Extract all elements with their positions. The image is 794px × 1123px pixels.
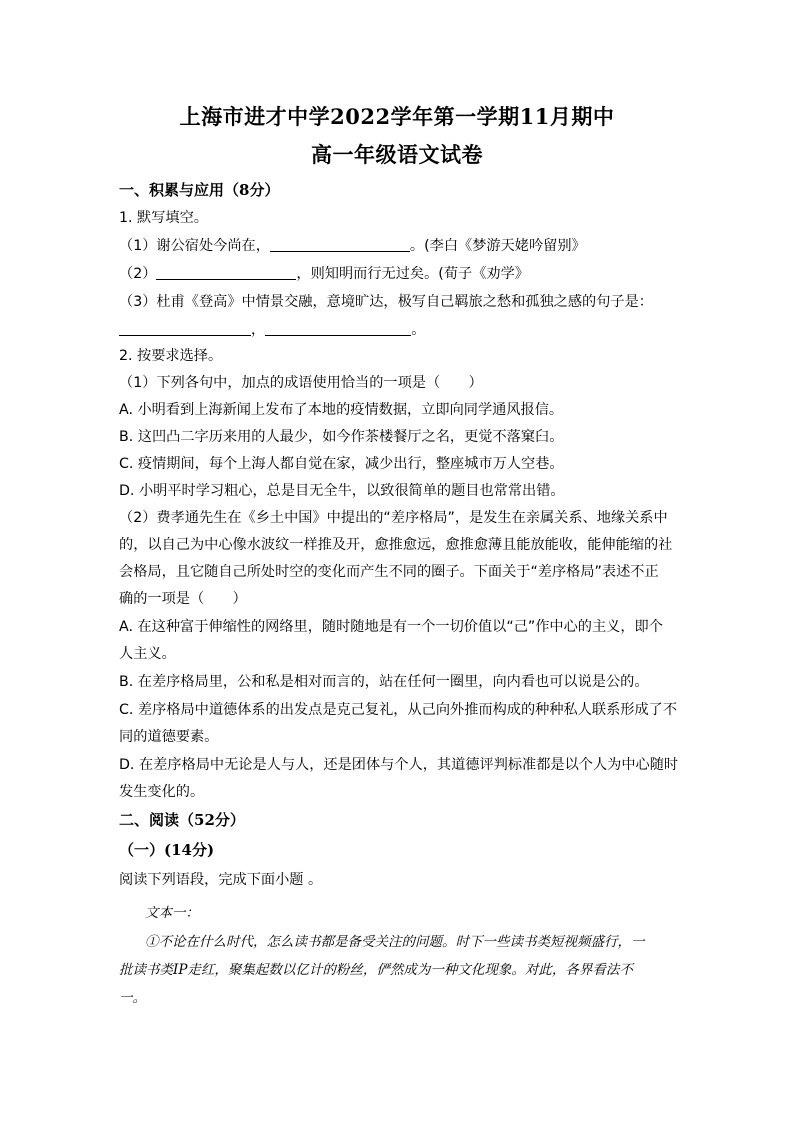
section-heading-1: 一、积累与应用（8分） bbox=[119, 181, 280, 199]
q1-sub3-end: 。 bbox=[411, 322, 426, 338]
q1-stem: 1. 默写填空。 bbox=[119, 210, 208, 226]
q2-part1-option-d: D. 小明平时学习粗心，总是目无全牛，以致很简单的题目也常常出错。 bbox=[119, 483, 565, 499]
q2-part2-option-d-line1: D. 在差序格局中无论是人与人，还是团体与个人，其道德评判标准都是以个人为中心随时 bbox=[119, 757, 679, 773]
q2-part2-option-b: B. 在差序格局里，公和私是相对而言的，站在任何一圈里，向内看也可以说是公的。 bbox=[119, 674, 649, 690]
q2-part2-stem-line2: 的，以自己为中心像水波纹一样推及开，愈推愈远，愈推愈薄且能放能收，能伸能缩的社 bbox=[119, 537, 673, 553]
answer-blank[interactable] bbox=[265, 321, 411, 336]
passage-line1: ①不论在什么时代，怎么读书都是备受关注的问题。时下一些读书类短视频盛行，一 bbox=[145, 934, 645, 950]
answer-blank[interactable] bbox=[270, 237, 410, 252]
section-heading-2: 二、阅读（52分） bbox=[119, 811, 245, 829]
q2-part1-option-b: B. 这凹凸二字历来用的人最少，如今作茶楼餐厅之名，更觉不落窠臼。 bbox=[119, 429, 564, 445]
q2-part2-option-c-line2: 同的道德要素。 bbox=[119, 729, 219, 745]
q1-sub3: （3）杜甫《登高》中情景交融，意境旷达，极写自己羁旅之愁和孤独之感的句子是： bbox=[119, 294, 653, 310]
passage-line3: 一。 bbox=[119, 990, 146, 1006]
q2-part1-option-c: C. 疫情期间，每个上海人都自觉在家，减少出行，整座城市万人空巷。 bbox=[119, 456, 564, 472]
q2-part2-option-a-line1: A. 在这种富于伸缩性的网络里，随时随地是有一个一切价值以“己”作中心的主义，即个 bbox=[119, 619, 663, 635]
exam-title-line1: 上海市进才中学2022学年第一学期11月期中 bbox=[179, 104, 615, 129]
q2-part1-option-a: A. 小明看到上海新闻上发布了本地的疫情数据，立即向同学通风报信。 bbox=[119, 402, 564, 418]
q1-sub1-after: 。(李白《梦游天姥吟留别》 bbox=[409, 238, 586, 254]
q1-sub2-after: ，则知明而行无过矣。(荀子《劝学》 bbox=[296, 266, 529, 282]
q1-sub2 bbox=[119, 264, 529, 284]
answer-blank[interactable] bbox=[156, 265, 296, 280]
passage-line2: 批读书类IP走红，聚集起数以亿计的粉丝，俨然成为一种文化现象。对此，各界看法不 bbox=[119, 962, 633, 978]
passage-label: 文本一： bbox=[145, 905, 199, 921]
q2-part1-stem: （1）下列各句中，加点的成语使用恰当的一项是（ ） bbox=[119, 375, 483, 391]
q2-part2-stem-line4: 确的一项是（ ） bbox=[119, 591, 247, 607]
q2-part2-option-c-line1: C. 差序格局中道德体系的出发点是克己复礼，从己向外推而构成的种种私人联系形成了不 bbox=[119, 702, 678, 718]
q2-part2-option-d-line2: 发生变化的。 bbox=[119, 784, 205, 800]
subsection-heading: （一）(14分) bbox=[119, 841, 215, 859]
answer-blank[interactable] bbox=[119, 321, 251, 336]
q2-part2-stem-line3: 会格局，且它随自己所处时空的变化而产生不同的圈子。下面关于“差序格局”表述不正 bbox=[119, 564, 659, 580]
q1-sub1 bbox=[119, 236, 586, 256]
q1-sub3-comma: ， bbox=[251, 322, 266, 338]
reading-instruction: 阅读下列语段，完成下面小题 。 bbox=[119, 872, 323, 888]
q1-sub1-before: （1）谢公宿处今尚在， bbox=[119, 238, 270, 254]
q2-stem: 2. 按要求选择。 bbox=[119, 348, 223, 364]
q2-part2-stem-line1: （2）费孝通先生在《乡土中国》中提出的“差序格局”，是发生在亲属关系、地缘关系中 bbox=[119, 510, 668, 526]
q2-part2-option-a-line2: 人主义。 bbox=[119, 646, 176, 662]
exam-title-line2: 高一年级语文试卷 bbox=[311, 142, 483, 167]
q1-sub2-before: （2） bbox=[119, 266, 157, 282]
q1-sub3-blanks bbox=[119, 320, 425, 340]
